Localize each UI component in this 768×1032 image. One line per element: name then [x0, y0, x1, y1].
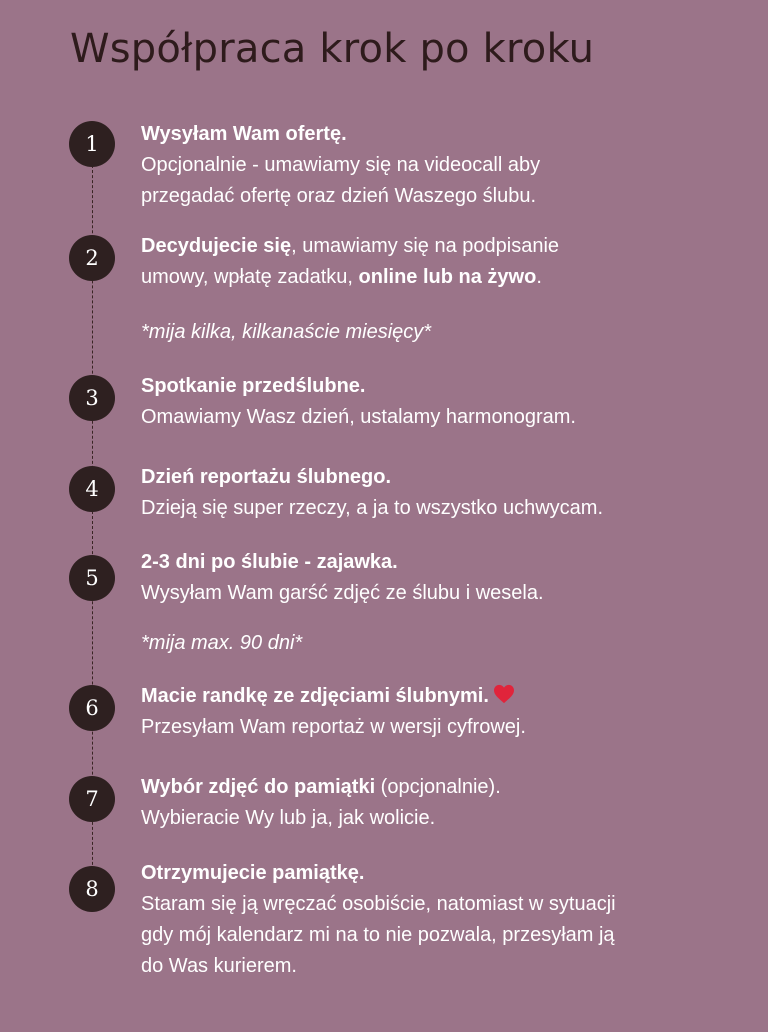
step-heading: Otrzymujecie pamiątkę.: [141, 862, 365, 884]
step-description: Omawiamy Wasz dzień, ustalamy harmonogram.: [141, 406, 576, 428]
step-heading: Wysyłam Wam ofertę.: [141, 123, 347, 145]
step-heading: Dzień reportażu ślubnego.: [141, 466, 392, 488]
step-content: [141, 681, 721, 743]
step-content: [141, 371, 721, 433]
step-content: [141, 119, 721, 212]
step-description: Przesyłam Wam reportaż w wersji cyfrowej.: [141, 716, 526, 738]
step-number-badge: 7: [69, 776, 115, 822]
step-number-badge: 1: [69, 121, 115, 167]
step-description: Wysyłam Wam garść zdjęć ze ślubu i wesela.: [141, 582, 544, 604]
step-content: [141, 858, 721, 982]
step-content: [141, 547, 721, 609]
step-content: [141, 231, 721, 293]
step-description: przegadać ofertę oraz dzień Waszego ślubu.: [141, 185, 537, 207]
step-heading: Decydujecie się: [141, 235, 292, 257]
step-description: Wybieracie Wy lub ja, jak wolicie.: [141, 807, 436, 829]
step-number-badge: 6: [69, 685, 115, 731]
step-description: do Was kurierem.: [141, 955, 297, 977]
step-description: Dzieją się super rzeczy, a ja to wszystko uchwycam.: [141, 497, 604, 519]
time-note: *mija kilka, kilkanaście miesięcy*: [141, 321, 432, 343]
step-description: .: [536, 266, 542, 288]
step-content: [141, 772, 721, 834]
step-description-bold: online lub na żywo: [358, 266, 537, 288]
step-description: gdy mój kalendarz mi na to nie pozwala, przesyłam ją: [141, 924, 615, 946]
step-content: [141, 462, 721, 524]
heart-icon: [493, 684, 515, 704]
step-number-badge: 3: [69, 375, 115, 421]
step-number-badge: 8: [69, 866, 115, 912]
step-heading: Wybór zdjęć do pamiątki: [141, 776, 376, 798]
step-heading: 2-3 dni po ślubie - zajawka.: [141, 551, 398, 573]
step-number-badge: 5: [69, 555, 115, 601]
step-heading-suffix: (opcjonalnie).: [375, 776, 501, 798]
step-heading: Macie randkę ze zdjęciami ślubnymi.: [141, 685, 489, 707]
step-description: Staram się ją wręczać osobiście, natomiast w sytuacji: [141, 893, 616, 915]
page-title: Współpraca krok po kroku: [70, 26, 595, 72]
step-number-badge: 4: [69, 466, 115, 512]
step-number-badge: 2: [69, 235, 115, 281]
step-description: , umawiamy się na podpisanie: [291, 235, 560, 257]
time-note: *mija max. 90 dni*: [141, 632, 303, 654]
step-description: umowy, wpłatę zadatku,: [141, 266, 359, 288]
step-heading: Spotkanie przedślubne.: [141, 375, 366, 397]
step-description: Opcjonalnie - umawiamy się na videocall aby: [141, 154, 541, 176]
